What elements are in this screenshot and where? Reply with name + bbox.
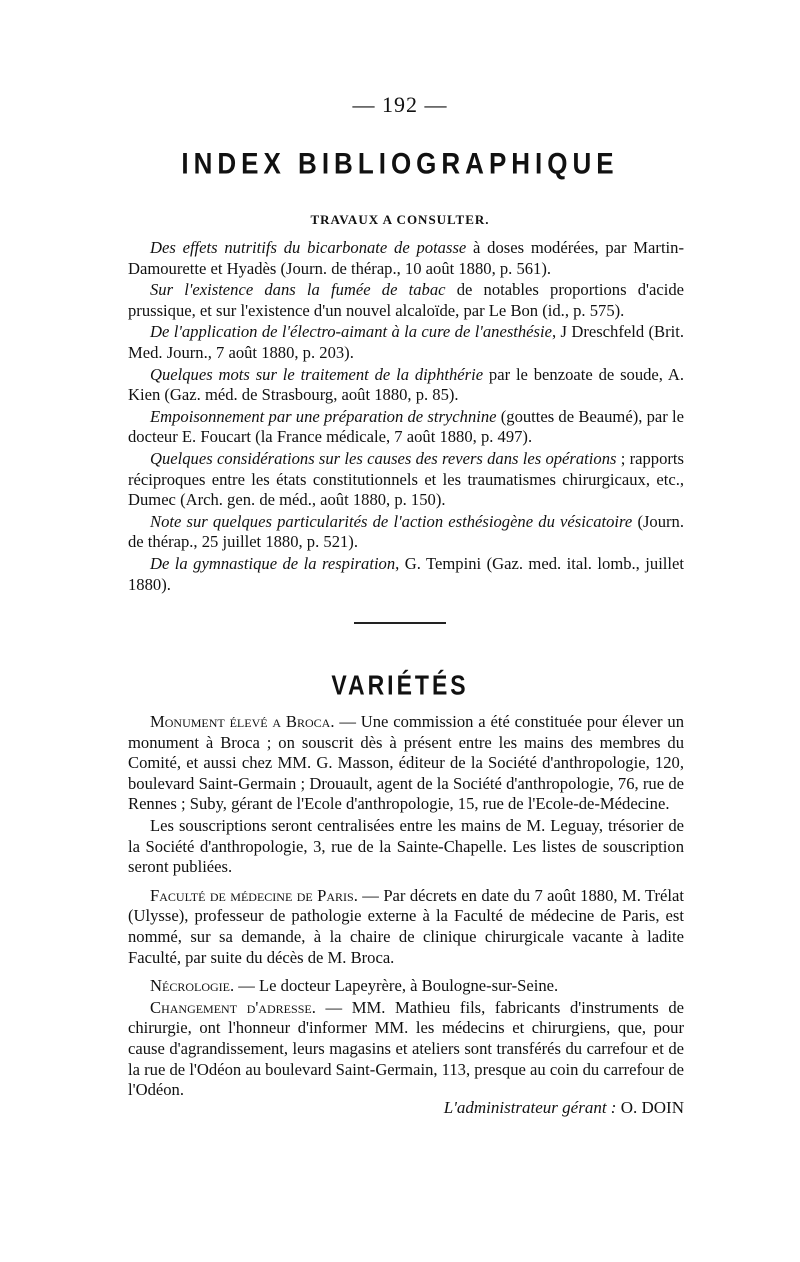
bibliography-list <box>128 238 684 595</box>
entry-citation: , J Dreschfeld (Brit. Med. Journ., 7 août 1880, p. 203). <box>128 322 684 362</box>
notice-paragraph <box>128 816 684 878</box>
index-title: INDEX BIBLIOGRAPHIQUE <box>181 145 619 181</box>
notice-paragraph <box>128 998 684 1101</box>
entry-title: Sur l'existence dans la fumée de tabac <box>150 280 446 300</box>
notice-body: Les souscriptions seront centralisées entre les mains de M. Leguay, trésorier de la Société d'anthropologie, 3, rue de la Sainte-Chapelle. Les listes de souscription seront publiées. <box>128 815 684 877</box>
notice-heading: Nécrologie. <box>150 976 235 996</box>
entry-title: Note sur quelques particularités de l'action esthésiogène du vésicatoire <box>150 511 633 531</box>
entry-citation: , G. Tempini (Gaz. med. ital. lomb., juillet 1880). <box>128 553 684 594</box>
bibliography-entry <box>128 512 684 553</box>
entry-citation: à doses modérées, par Martin-Damourette et Hyadès (Journ. de thérap., 10 août 1880, p. 561). <box>128 238 684 278</box>
notices-list <box>128 712 684 1101</box>
bibliography-entry <box>128 238 684 279</box>
notice-heading: Faculté de médecine de Paris. <box>150 885 358 905</box>
notice-paragraph <box>128 886 684 968</box>
entry-title: De la gymnastique de la respiration <box>150 553 396 573</box>
varietes-title: VARIÉTÉS <box>331 669 469 701</box>
notice-paragraph <box>128 976 684 997</box>
signature-line <box>128 1098 684 1118</box>
notice-body: — MM. Mathieu fils, fabricants d'instruments de chirurgie, ont l'honneur d'informer MM. les médecins et chirurgiens, que, pour cause d'agrandissement, leurs magasins et ateliers sont transférés du carrefour et de la rue de l'Odéon au boulevard Saint-Germain, 113, presque au coin du carrefour de l'Odéon. <box>128 997 684 1100</box>
notice-heading: Changement d'adresse. <box>150 997 316 1017</box>
entry-citation: (Journ. de thérap., 25 juillet 1880, p. 521). <box>128 511 684 552</box>
notice-body: — Le docteur Lapeyrère, à Boulogne-sur-Seine. <box>234 976 559 996</box>
section-subtitle: TRAVAUX A CONSULTER. <box>310 212 490 227</box>
notice-body: — Une commission a été constituée pour élever un monument à Broca ; on souscrit dès à présent entre les mains des membres du Comité, et aussi chez MM. G. Masson, éditeur de la Société d'anthropologie, 120, boulevard Saint-Germain ; Drouault, agent de la Société d'anthropologie, 76, rue de Rennes ; Suby, gérant de l'Ecole d'anthropologie, 15, rue de l'Ecole-de-Médecine. <box>128 712 684 814</box>
bibliography-entry <box>128 365 684 406</box>
page-number: — 192 — <box>352 92 448 117</box>
notice-body: — Par décrets en date du 7 août 1880, M. Trélat (Ulysse), professeur de pathologie externe à la Faculté de médecine de Paris, est nommé, sur sa demande, à la chaire de clinique chirurgicale vacante à ladite Faculté, par suite du décès de M. Broca. <box>128 885 685 967</box>
bibliography-entry <box>128 322 684 363</box>
entry-citation: par le benzoate de soude, A. Kien (Gaz. méd. de Strasbourg, août 1880, p. 85). <box>128 364 684 405</box>
entry-title: Des effets nutritifs du bicarbonate de potasse <box>150 238 467 257</box>
entry-citation: (gouttes de Beaumé), par le docteur E. Foucart (la France médicale, 7 août 1880, p. 497). <box>128 406 684 447</box>
bibliography-entry <box>128 407 684 448</box>
entry-title: Empoisonnement par une préparation de strychnine <box>150 406 497 426</box>
section-divider <box>354 622 446 624</box>
notice-paragraph <box>128 712 684 815</box>
bibliography-entry <box>128 449 684 511</box>
signature-label: L'administrateur gérant : <box>443 1098 617 1117</box>
signature-name: O. DOIN <box>620 1098 684 1117</box>
entry-citation: de notables proportions d'acide prussique, et sur l'existence d'un nouvel alcaloïde, par Le Bon (id., p. 575). <box>128 280 685 320</box>
notice-heading: Monument élevé a Broca. <box>150 712 335 731</box>
bibliography-entry <box>128 554 684 595</box>
entry-title: De l'application de l'électro-aimant à la cure de l'anesthésie <box>150 322 552 342</box>
entry-title: Quelques considérations sur les causes des revers dans les opérations <box>150 448 617 468</box>
entry-title: Quelques mots sur le traitement de la diphthérie <box>150 364 484 384</box>
entry-citation: ; rapports réciproques entre les états constitutionnels et les traumatismes chirurgicaux, etc., Dumec (Arch. gen. de méd., août 1880, p. 150). <box>128 448 684 510</box>
bibliography-entry <box>128 280 684 321</box>
